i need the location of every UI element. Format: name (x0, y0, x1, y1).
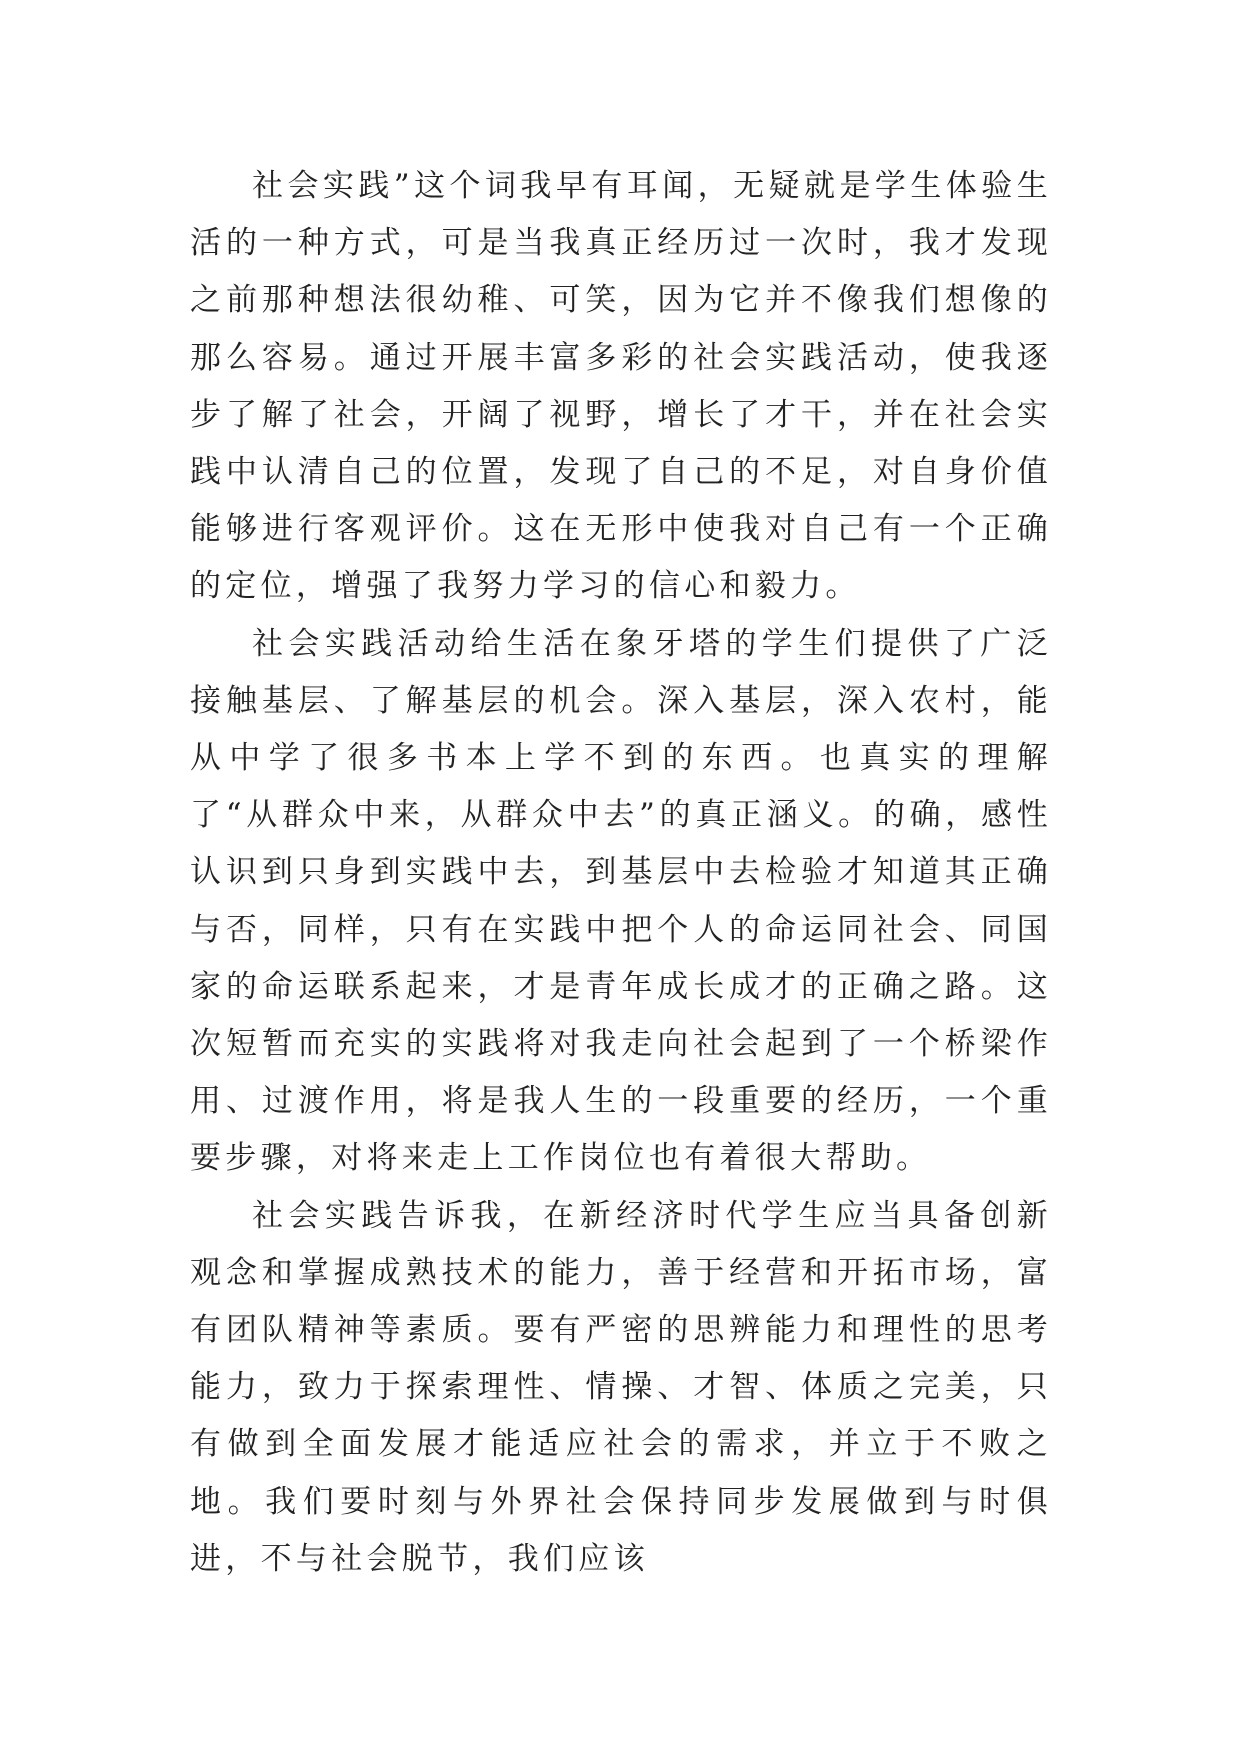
paragraph-2: 社会实践活动给生活在象牙塔的学生们提供了广泛接触基层、了解基层的机会。深入基层，深入农村，能从中学了很多书本上学不到的东西。也真实的理解了“从群众中来，从群众中去”的真正涵义。的确，感性认识到只身到实践中去，到基层中去检验才知道其正确与否，同样，只有在实践中把个人的命运同社会、同国家的命运联系起来，才是青年成长成才的正确之路。这次短暂而充实的实践将对我走向社会起到了一个桥梁作用、过渡作用，将是我人生的一段重要的经历，一个重要步骤，对将来走上工作岗位也有着很大帮助。 (190, 625, 1052, 1177)
paragraph-1: 社会实践”这个词我早有耳闻，无疑就是学生体验生活的一种方式，可是当我真正经历过一次时，我才发现之前那种想法很幼稚、可笑，因为它并不像我们想像的那么容易。通过开展丰富多彩的社会实践活动，使我逐步了解了社会，开阔了视野，增长了才干，并在社会实践中认清自己的位置，发现了自己的不足，对自身价值能够进行客观评价。这在无形中使我对自己有一个正确的定位，增强了我努力学习的信心和毅力。 (190, 168, 1052, 605)
document-body (190, 158, 1052, 1588)
paragraph-3: 社会实践告诉我，在新经济时代学生应当具备创新观念和掌握成熟技术的能力，善于经营和开拓市场，富有团队精神等素质。要有严密的思辨能力和理性的思考能力，致力于探索理性、情操、才智、体质之完美，只有做到全面发展才能适应社会的需求，并立于不败之地。我们要时刻与外界社会保持同步发展做到与时俱进，不与社会脱节，我们应该 (190, 1197, 1052, 1577)
